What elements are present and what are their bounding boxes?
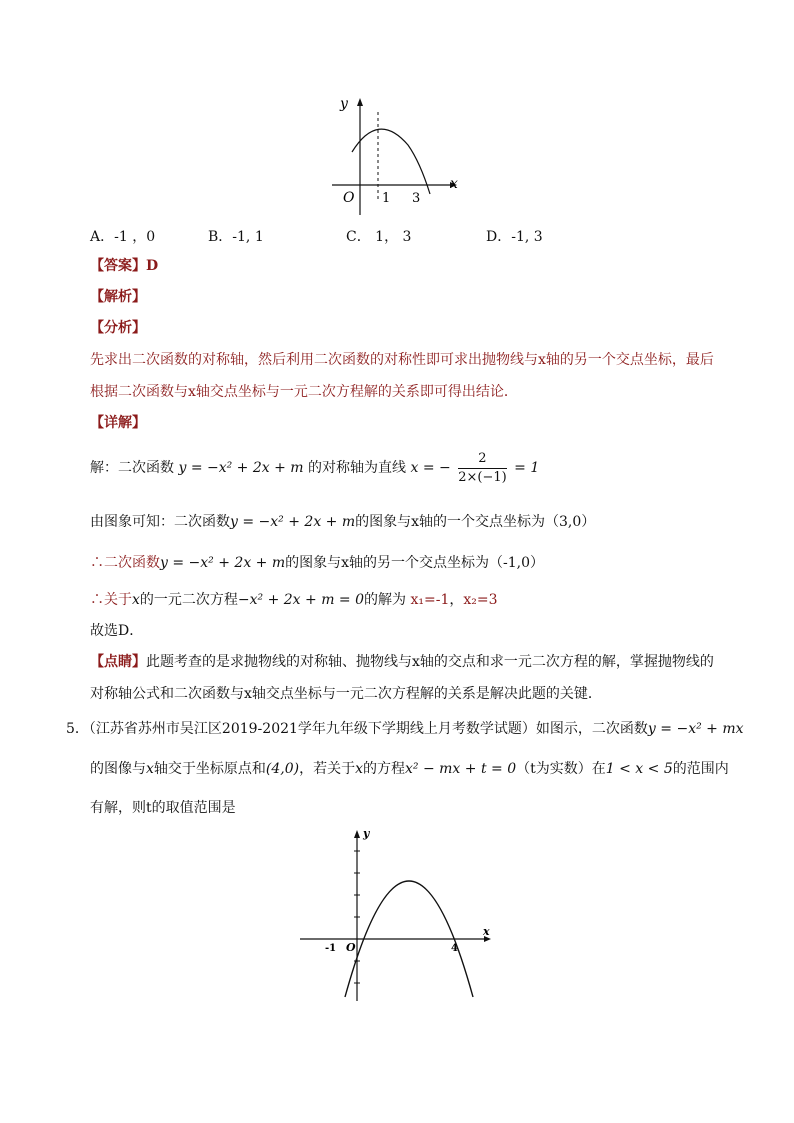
- fig2-y-arrow: [354, 830, 360, 838]
- sol-l1-x: x = −: [410, 460, 451, 476]
- figure-1-graph: [320, 90, 470, 220]
- fig1-tick-3: 3: [412, 191, 421, 206]
- analysis-label: 【解析】: [90, 289, 146, 305]
- option-b: B．-1, 1: [208, 229, 264, 245]
- q5-l2-f: 的范围内: [672, 761, 729, 777]
- sol-l1-func: y = −x² + 2x + m: [178, 460, 304, 476]
- option-d: D．-1, 3: [486, 229, 543, 245]
- solution-line-4: [90, 590, 498, 610]
- q5-l2-x: x: [146, 761, 154, 777]
- option-a: A．-1 ，0: [90, 229, 156, 245]
- sol-l2-end: 的图象与x轴的一个交点坐标为（3,0）: [355, 514, 596, 530]
- sol-l4-eq: −x² + 2x + m = 0: [237, 592, 365, 608]
- sol-l4-x2: x₂=3: [463, 592, 498, 608]
- solution-line-1: [90, 448, 539, 488]
- q5-l2-d: 的方程: [363, 761, 406, 777]
- fig2-x-label: x: [483, 925, 490, 938]
- fig1-x-label: x: [450, 176, 458, 192]
- q5-l2-e: （t为实数）在: [516, 761, 606, 777]
- solution-line-2: [90, 512, 595, 532]
- solution-line-3: [90, 553, 544, 573]
- q5-l2-a: 的图像与: [90, 761, 146, 777]
- fig2-y-label: y: [363, 827, 370, 840]
- q5-l2-x2: x: [355, 761, 364, 777]
- q5-number: 5．: [66, 721, 89, 737]
- option-c: C． 1， 3: [346, 229, 412, 245]
- dianjing-text-1: 此题考查的是求抛物线的对称轴、抛物线与x轴的交点和求一元二次方程的解，掌握抛物线的: [146, 654, 714, 670]
- sol-l3-end: 的图象与x轴的另一个交点坐标为（-1,0）: [285, 555, 545, 571]
- sol-l1-prefix: 解：二次函数: [90, 460, 174, 476]
- sol-l1-fraction: [458, 450, 506, 487]
- dianjing-line-2: 对称轴公式和二次函数与x轴交点坐标与一元二次方程解的关系是解决此题的关键．: [90, 686, 602, 702]
- fenxi-label: 【分析】: [90, 320, 146, 336]
- q5-line-2: [90, 759, 729, 779]
- q5-l2-eq: x² − mx + t = 0: [405, 761, 517, 777]
- sol-l4-x: x: [132, 592, 140, 608]
- sol-l1-end: = 1: [514, 460, 540, 476]
- fig1-y-label: y: [340, 96, 348, 112]
- fig1-tick-1: 1: [382, 191, 391, 206]
- answer-line: 【答案】D: [90, 258, 159, 274]
- detail-label: 【详解】: [90, 415, 146, 431]
- solution-line-5: 故选D．: [90, 623, 144, 639]
- fig2-tick-4: 4: [451, 943, 458, 954]
- fig1-origin-label: O: [343, 190, 355, 206]
- q5-line-3: 有解，则t的取值范围是: [90, 800, 236, 816]
- dianjing-line-1: [90, 652, 714, 672]
- sol-l2-func: y = −x² + 2x + m: [230, 514, 356, 530]
- sol-l4-end: 的解为: [364, 592, 407, 608]
- sol-l4-mid: 的一元二次方程: [139, 592, 238, 608]
- sol-l3-func: y = −x² + 2x + m: [160, 555, 286, 571]
- sol-l4-prefix: ∴关于: [90, 592, 132, 608]
- q5-l2-c: ，若关于: [299, 761, 356, 777]
- sol-l3-prefix: ∴二次函数: [90, 555, 160, 571]
- fig1-y-arrow: [357, 98, 363, 106]
- sol-l4-x1: x₁=-1: [410, 592, 450, 608]
- q5-l2-b: 轴交于坐标原点和: [153, 761, 266, 777]
- sol-l1-numerator: 2: [458, 450, 506, 469]
- fig2-origin-label: O: [346, 941, 356, 954]
- figure-2-graph: [295, 825, 495, 1005]
- q5-line-1: [66, 719, 744, 739]
- q5-l2-pt: (4,0): [265, 761, 300, 777]
- sol-l1-mid: 的对称轴为直线: [308, 460, 407, 476]
- sol-l1-denominator: 2×(−1): [458, 469, 507, 485]
- q5-line1-func: y = −x² + mx: [647, 721, 744, 737]
- fenxi-line-2: 根据二次函数与x轴交点坐标与一元二次方程解的关系即可得出结论．: [90, 384, 518, 400]
- q5-line1-text: （江苏省苏州市吴江区2019-2021学年九年级下学期线上月考数学试题）如图示，二次函数: [88, 721, 648, 737]
- sol-l2-prefix: 由图象可知：二次函数: [90, 514, 230, 530]
- sol-l4-sep: ，: [449, 592, 464, 608]
- dianjing-label: 【点睛】: [90, 654, 146, 670]
- fig1-parabola: [352, 129, 430, 194]
- fenxi-line-1: 先求出二次函数的对称轴，然后利用二次函数的对称性即可求出抛物线与x轴的另一个交点坐标，最后: [90, 352, 714, 368]
- q5-l2-range: 1 < x < 5: [605, 761, 673, 777]
- fig2-tick-neg1: -1: [325, 943, 337, 954]
